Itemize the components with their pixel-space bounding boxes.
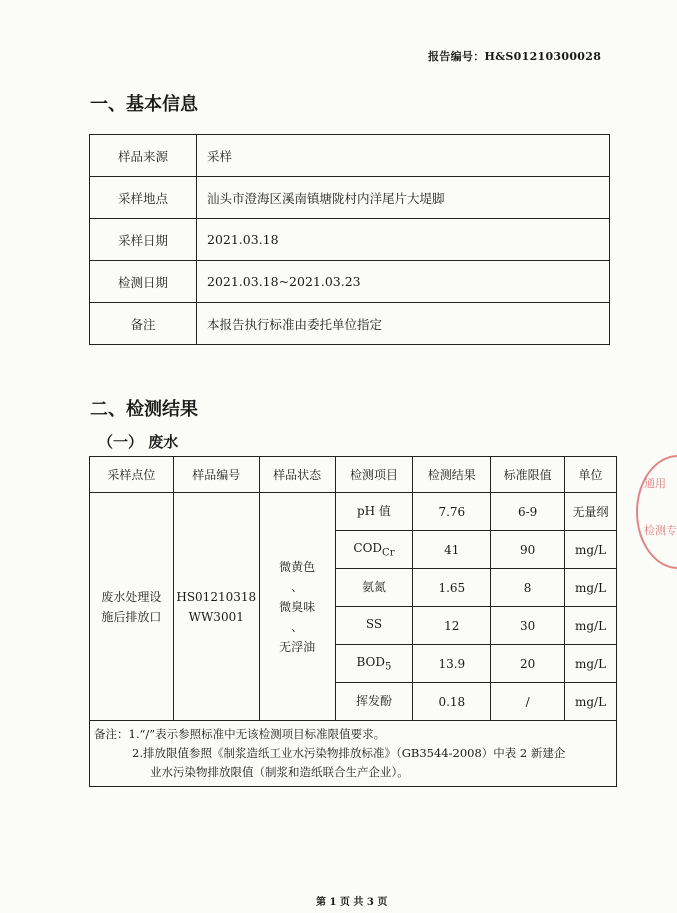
row-value: 2021.03.18~2021.03.23 xyxy=(197,261,610,303)
test-item: 氨氮 xyxy=(335,569,413,607)
table-row xyxy=(90,303,610,345)
row-label: 采样日期 xyxy=(90,219,197,261)
unit: mg/L xyxy=(565,683,617,721)
basic-info-table xyxy=(89,134,610,345)
column-header: 样品状态 xyxy=(259,457,335,493)
column-header: 单位 xyxy=(565,457,617,493)
test-item: $COD_{Cr}$ xyxy=(335,531,413,569)
header-row xyxy=(90,457,617,493)
row-value: 汕头市澄海区溪南镇塘陇村内洋尾片大堤脚 xyxy=(197,177,610,219)
row-label: 采样地点 xyxy=(90,177,197,219)
table-row xyxy=(90,135,610,177)
standard-limit: 6-9 xyxy=(491,493,565,531)
notes-row xyxy=(90,721,617,787)
test-result: 0.18 xyxy=(413,683,491,721)
column-header: 检测项目 xyxy=(335,457,413,493)
sampling-point: 废水处理设 施后排放口 xyxy=(90,493,174,721)
results-table xyxy=(89,456,617,787)
test-result: 13.9 xyxy=(413,645,491,683)
standard-limit: 30 xyxy=(491,607,565,645)
unit: 无量纲 xyxy=(565,493,617,531)
table-row xyxy=(90,219,610,261)
column-header: 检测结果 xyxy=(413,457,491,493)
table-notes xyxy=(90,721,617,787)
row-value: 2021.03.18 xyxy=(197,219,610,261)
test-item: $BOD_5$ xyxy=(335,645,413,683)
test-item: 挥发酚 xyxy=(335,683,413,721)
standard-limit: / xyxy=(491,683,565,721)
note-line: 2.排放限值参照《制浆造纸工业水污染物排放标准》（GB3544-2008）中表 2 新建企 xyxy=(132,746,566,760)
test-result: 41 xyxy=(413,531,491,569)
test-item: SS xyxy=(335,607,413,645)
table-row xyxy=(90,493,617,531)
unit: mg/L xyxy=(565,607,617,645)
page-number: 第 1 页 共 3 页 xyxy=(316,897,388,908)
table-row xyxy=(90,177,610,219)
sample-state: 微黄色 、 微臭味 、 无浮油 xyxy=(259,493,335,721)
standard-limit: 90 xyxy=(491,531,565,569)
unit: mg/L xyxy=(565,531,617,569)
test-result: 1.65 xyxy=(413,569,491,607)
subsection-title-wastewater: （一） 废水 xyxy=(98,433,179,451)
note-line: 业水污染物排放限值（制浆和造纸联合生产企业）。 xyxy=(150,765,409,779)
table-row xyxy=(90,261,610,303)
note-line: 备注：1.“/”表示参照标准中无该检测项目标准限值要求。 xyxy=(94,727,386,741)
row-value: 本报告执行标准由委托单位指定 xyxy=(197,303,610,345)
test-result: 12 xyxy=(413,607,491,645)
test-result: 7.76 xyxy=(413,493,491,531)
row-value: 采样 xyxy=(197,135,610,177)
standard-limit: 8 xyxy=(491,569,565,607)
column-header: 采样点位 xyxy=(90,457,174,493)
unit: mg/L xyxy=(565,569,617,607)
report-number: 报告编号：H&S01210300028 xyxy=(428,50,602,63)
row-label: 检测日期 xyxy=(90,261,197,303)
section-title-results: 二、检测结果 xyxy=(90,399,198,420)
standard-limit: 20 xyxy=(491,645,565,683)
sample-id: HS01210318 WW3001 xyxy=(173,493,259,721)
column-header: 样品编号 xyxy=(173,457,259,493)
stamp-text: 检测专 xyxy=(644,524,677,537)
column-header: 标准限值 xyxy=(491,457,565,493)
row-label: 样品来源 xyxy=(90,135,197,177)
stamp-text: 通用 xyxy=(644,477,666,490)
section-title-basic-info: 一、基本信息 xyxy=(90,94,198,115)
official-seal-stamp xyxy=(636,455,677,569)
unit: mg/L xyxy=(565,645,617,683)
row-label: 备注 xyxy=(90,303,197,345)
test-item: pH 值 xyxy=(335,493,413,531)
